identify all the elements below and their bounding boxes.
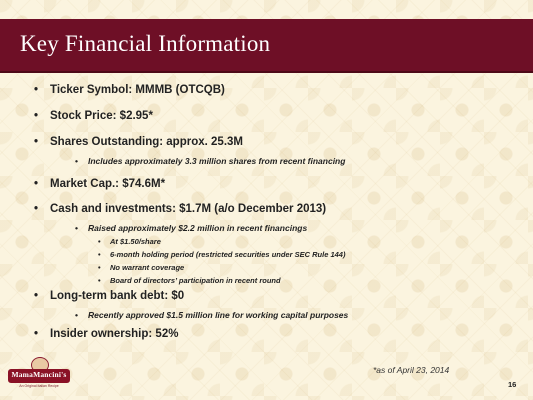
logo-tagline: An Original Italian Recipe (19, 384, 59, 388)
company-logo (8, 357, 70, 390)
bullet-stock-price: • Stock Price: $2.95* (50, 110, 153, 122)
sub-bullet-debt: • Recently approved $1.5 million line for working capital purposes (88, 310, 348, 320)
slide-title: Key Financial Information (20, 31, 271, 56)
sub-bullet-cash: • Raised approximately $2.2 million in recent financings (88, 223, 307, 233)
bullet-insider-ownership: • Insider ownership: 52% (50, 328, 178, 340)
title-bar (0, 19, 533, 73)
sub-sub-bullet-price: • At $1.50/share (110, 237, 161, 246)
sub-sub-bullet-holding: • 6-month holding period (restricted securities under SEC Rule 144) (110, 250, 345, 259)
sub-bullet-shares: • Includes approximately 3.3 million shares from recent financing (88, 156, 345, 166)
bullet-shares-outstanding: • Shares Outstanding: approx. 25.3M (50, 136, 243, 148)
sub-sub-bullet-warrant: • No warrant coverage (110, 263, 184, 272)
footnote: *as of April 23, 2014 (373, 365, 450, 375)
bullet-ticker: • Ticker Symbol: MMMB (OTCQB) (50, 84, 225, 96)
logo-brand-name: MamaMancini's (11, 370, 67, 379)
bullet-market-cap: • Market Cap.: $74.6M* (50, 178, 165, 190)
sub-sub-bullet-board: • Board of directors’ participation in recent round (110, 276, 281, 285)
page-number: 16 (508, 380, 517, 389)
bullet-cash: • Cash and investments: $1.7M (a/o December 2013) (50, 203, 326, 215)
bullet-long-term-debt: • Long-term bank debt: $0 (50, 290, 184, 302)
